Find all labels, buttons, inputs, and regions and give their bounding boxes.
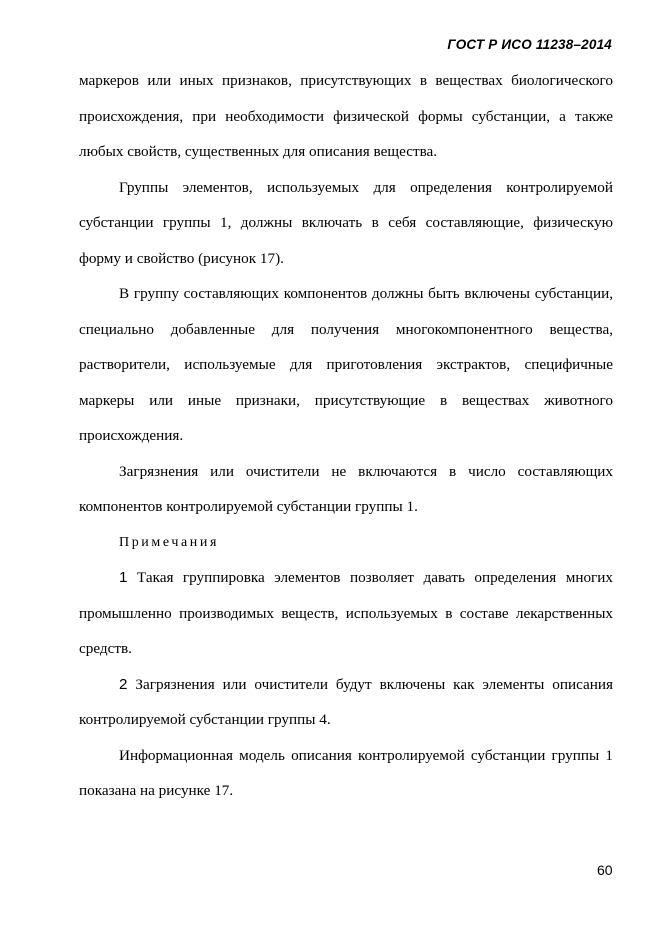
note-1: [79, 560, 613, 667]
paragraph-element-groups: Группы элементов, используемых для определения контролируемой субстанции группы 1, должны включать в себя составляющие, физическую форму и свойство (рисунок 17).: [79, 178, 613, 267]
notes-title: Примечания: [119, 534, 220, 550]
note-1-text: Такая группировка элементов позволяет давать определения многих промышленно производимых веществ, используемых в составе лекарственных средств.: [79, 569, 613, 657]
document-header: ГОСТ Р ИСО 11238–2014: [447, 37, 612, 52]
page-body: [79, 63, 613, 809]
paragraph-continuation: маркеров или иных признаков, присутствующих в веществах биологического происхождения, при необходимости физической формы субстанции, а также любых свойств, существенных для описания вещества.: [79, 72, 613, 160]
note-1-number: 1: [119, 569, 128, 586]
paragraph-impurities: Загрязнения или очистители не включаются в число составляющих компонентов контролируемой субстанции группы 1.: [79, 462, 613, 515]
paragraph-info-model: Информационная модель описания контролируемой субстанции группы 1 показана на рисунке 17.: [79, 746, 613, 799]
page-number: 60: [597, 862, 613, 878]
note-2-text: Загрязнения или очистители будут включены как элементы описания контролируемой субстанции группы 4.: [79, 675, 613, 728]
note-2-number: 2: [119, 675, 128, 693]
paragraph-components: В группу составляющих компонентов должны быть включены субстанции, специально добавленные для получения многокомпонентного вещества, растворители, используемые для приготовления экстрактов, специфичные маркеры или иные признаки, присутствующие в веществах животного происхождения.: [79, 285, 613, 444]
note-2: [79, 667, 613, 738]
